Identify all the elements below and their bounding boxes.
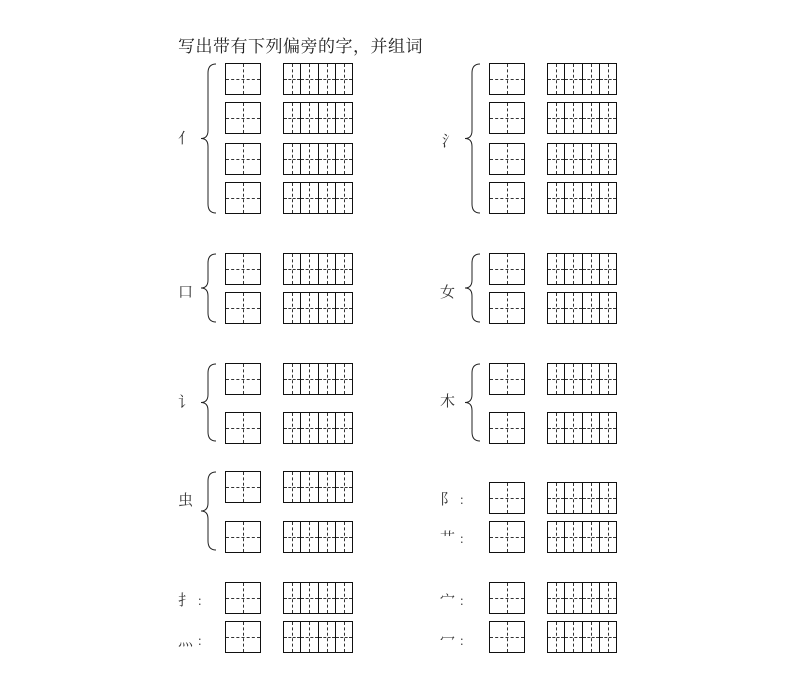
tianzige-cell[interactable]: [582, 364, 599, 394]
word-boxes[interactable]: [547, 182, 617, 214]
radical-label: [440, 285, 455, 300]
tianzige-cell[interactable]: [226, 472, 260, 502]
tianzige-cell[interactable]: [284, 583, 300, 613]
tianzige-cell[interactable]: [490, 293, 524, 323]
tianzige-cell[interactable]: [318, 183, 335, 213]
radical-char: 扌: [178, 591, 194, 609]
tianzige-cell[interactable]: [300, 293, 317, 323]
character-box[interactable]: [225, 182, 261, 214]
word-boxes[interactable]: [547, 63, 617, 95]
tianzige-cell[interactable]: [548, 64, 564, 94]
tianzige-cell[interactable]: [599, 622, 616, 652]
tianzige-cell[interactable]: [335, 413, 352, 443]
tianzige-cell[interactable]: [564, 622, 581, 652]
tianzige-cell[interactable]: [564, 183, 581, 213]
tianzige-cell[interactable]: [564, 254, 581, 284]
radical-label: [440, 492, 471, 507]
tianzige-cell[interactable]: [548, 103, 564, 133]
tianzige-cell[interactable]: [599, 293, 616, 323]
tianzige-cell[interactable]: [318, 293, 335, 323]
word-boxes[interactable]: [283, 253, 353, 285]
curly-brace-icon: [200, 363, 218, 442]
word-boxes[interactable]: [283, 292, 353, 324]
tianzige-cell[interactable]: [599, 364, 616, 394]
character-box[interactable]: [225, 621, 261, 653]
curly-brace-icon: [200, 253, 218, 323]
tianzige-cell[interactable]: [226, 183, 260, 213]
tianzige-cell[interactable]: [284, 364, 300, 394]
radical-char: 阝: [440, 490, 456, 508]
word-boxes[interactable]: [283, 363, 353, 395]
word-boxes[interactable]: [547, 253, 617, 285]
radical-char: 木: [440, 392, 456, 410]
word-boxes[interactable]: [547, 292, 617, 324]
tianzige-cell[interactable]: [599, 254, 616, 284]
tianzige-cell[interactable]: [564, 64, 581, 94]
radical-colon: ：: [459, 493, 472, 507]
tianzige-cell[interactable]: [490, 64, 524, 94]
tianzige-cell[interactable]: [318, 583, 335, 613]
tianzige-cell[interactable]: [582, 622, 599, 652]
tianzige-cell[interactable]: [582, 522, 599, 552]
curly-brace-icon: [200, 63, 218, 214]
tianzige-cell[interactable]: [300, 622, 317, 652]
radical-char: 女: [440, 283, 456, 301]
radical-label: [178, 493, 193, 508]
tianzige-cell[interactable]: [582, 254, 599, 284]
tianzige-cell[interactable]: [335, 622, 352, 652]
tianzige-cell[interactable]: [300, 472, 317, 502]
tianzige-cell[interactable]: [490, 183, 524, 213]
tianzige-cell[interactable]: [284, 622, 300, 652]
character-box[interactable]: [489, 482, 525, 514]
tianzige-cell[interactable]: [490, 483, 524, 513]
tianzige-cell[interactable]: [548, 413, 564, 443]
tianzige-cell[interactable]: [284, 472, 300, 502]
word-boxes[interactable]: [547, 143, 617, 175]
tianzige-cell[interactable]: [284, 293, 300, 323]
tianzige-cell[interactable]: [226, 144, 260, 174]
tianzige-cell[interactable]: [335, 183, 352, 213]
tianzige-cell[interactable]: [300, 183, 317, 213]
tianzige-cell[interactable]: [599, 144, 616, 174]
tianzige-cell[interactable]: [284, 144, 300, 174]
word-boxes[interactable]: [283, 621, 353, 653]
tianzige-cell[interactable]: [335, 364, 352, 394]
tianzige-cell[interactable]: [599, 483, 616, 513]
tianzige-cell[interactable]: [226, 103, 260, 133]
tianzige-cell[interactable]: [226, 64, 260, 94]
tianzige-cell[interactable]: [564, 103, 581, 133]
radical-colon: ：: [197, 594, 210, 608]
tianzige-cell[interactable]: [490, 364, 524, 394]
character-box[interactable]: [225, 521, 261, 553]
tianzige-cell[interactable]: [335, 254, 352, 284]
word-boxes[interactable]: [283, 521, 353, 553]
tianzige-cell[interactable]: [300, 522, 317, 552]
tianzige-cell[interactable]: [548, 254, 564, 284]
tianzige-cell[interactable]: [300, 413, 317, 443]
tianzige-cell[interactable]: [226, 413, 260, 443]
character-box[interactable]: [489, 63, 525, 95]
word-boxes[interactable]: [283, 143, 353, 175]
tianzige-cell[interactable]: [548, 293, 564, 323]
character-box[interactable]: [489, 412, 525, 444]
tianzige-cell[interactable]: [582, 64, 599, 94]
tianzige-cell[interactable]: [300, 254, 317, 284]
radical-char: 艹: [440, 529, 456, 547]
tianzige-cell[interactable]: [335, 583, 352, 613]
curly-brace-icon: [464, 363, 482, 442]
tianzige-cell[interactable]: [548, 364, 564, 394]
tianzige-cell[interactable]: [300, 144, 317, 174]
tianzige-cell[interactable]: [284, 183, 300, 213]
tianzige-cell[interactable]: [564, 583, 581, 613]
tianzige-cell[interactable]: [490, 254, 524, 284]
word-boxes[interactable]: [547, 582, 617, 614]
radical-label: [178, 593, 209, 608]
tianzige-cell[interactable]: [490, 522, 524, 552]
radical-char: 冖: [440, 631, 456, 649]
tianzige-cell[interactable]: [335, 64, 352, 94]
character-box[interactable]: [225, 143, 261, 175]
tianzige-cell[interactable]: [284, 64, 300, 94]
curly-brace-icon: [464, 63, 482, 214]
character-box[interactable]: [225, 363, 261, 395]
tianzige-cell[interactable]: [318, 522, 335, 552]
tianzige-cell[interactable]: [564, 413, 581, 443]
word-boxes[interactable]: [283, 182, 353, 214]
word-boxes[interactable]: [547, 102, 617, 134]
tianzige-cell[interactable]: [318, 622, 335, 652]
character-box[interactable]: [225, 582, 261, 614]
tianzige-cell[interactable]: [318, 254, 335, 284]
tianzige-cell[interactable]: [548, 583, 564, 613]
word-boxes[interactable]: [283, 63, 353, 95]
character-box[interactable]: [489, 292, 525, 324]
tianzige-cell[interactable]: [599, 183, 616, 213]
radical-char: 氵: [442, 132, 458, 150]
word-boxes[interactable]: [283, 102, 353, 134]
tianzige-cell[interactable]: [582, 103, 599, 133]
tianzige-cell[interactable]: [564, 483, 581, 513]
tianzige-cell[interactable]: [564, 293, 581, 323]
tianzige-cell[interactable]: [548, 522, 564, 552]
tianzige-cell[interactable]: [335, 103, 352, 133]
character-box[interactable]: [225, 471, 261, 503]
tianzige-cell[interactable]: [599, 413, 616, 443]
word-boxes[interactable]: [283, 582, 353, 614]
character-box[interactable]: [225, 63, 261, 95]
tianzige-cell[interactable]: [300, 583, 317, 613]
tianzige-cell[interactable]: [490, 622, 524, 652]
tianzige-cell[interactable]: [564, 522, 581, 552]
radical-char: 虫: [178, 491, 194, 509]
radical-char: 讠: [178, 393, 194, 411]
character-box[interactable]: [489, 521, 525, 553]
radical-label: [178, 395, 193, 410]
radical-char: 宀: [440, 591, 456, 609]
character-box[interactable]: [225, 253, 261, 285]
tianzige-cell[interactable]: [318, 144, 335, 174]
character-box[interactable]: [489, 102, 525, 134]
tianzige-cell[interactable]: [318, 64, 335, 94]
character-box[interactable]: [225, 292, 261, 324]
character-box[interactable]: [489, 182, 525, 214]
radical-colon: ：: [459, 594, 472, 608]
radical-char: 口: [178, 283, 194, 301]
word-boxes[interactable]: [283, 471, 353, 503]
tianzige-cell[interactable]: [582, 583, 599, 613]
tianzige-cell[interactable]: [548, 622, 564, 652]
character-box[interactable]: [489, 363, 525, 395]
radical-label: [440, 531, 471, 546]
curly-brace-icon: [200, 471, 218, 551]
word-boxes[interactable]: [547, 412, 617, 444]
worksheet-title: 写出带有下列偏旁的字，并组词: [178, 37, 423, 57]
tianzige-cell[interactable]: [582, 293, 599, 323]
tianzige-cell[interactable]: [582, 183, 599, 213]
tianzige-cell[interactable]: [335, 522, 352, 552]
tianzige-cell[interactable]: [318, 103, 335, 133]
tianzige-cell[interactable]: [226, 622, 260, 652]
tianzige-cell[interactable]: [582, 483, 599, 513]
character-box[interactable]: [489, 621, 525, 653]
tianzige-cell[interactable]: [226, 254, 260, 284]
tianzige-cell[interactable]: [318, 472, 335, 502]
character-box[interactable]: [489, 253, 525, 285]
word-boxes[interactable]: [547, 521, 617, 553]
tianzige-cell[interactable]: [226, 583, 260, 613]
radical-label: [442, 134, 457, 149]
curly-brace-icon: [464, 253, 482, 323]
character-box[interactable]: [489, 582, 525, 614]
tianzige-cell[interactable]: [284, 413, 300, 443]
radical-label: [178, 285, 193, 300]
tianzige-cell[interactable]: [490, 144, 524, 174]
tianzige-cell[interactable]: [284, 103, 300, 133]
tianzige-cell[interactable]: [582, 413, 599, 443]
tianzige-cell[interactable]: [335, 144, 352, 174]
tianzige-cell[interactable]: [548, 483, 564, 513]
radical-char: 灬: [178, 631, 194, 649]
radical-colon: ：: [459, 634, 472, 648]
character-box[interactable]: [489, 143, 525, 175]
tianzige-cell[interactable]: [548, 144, 564, 174]
radical-label: [178, 633, 209, 648]
tianzige-cell[interactable]: [548, 183, 564, 213]
tianzige-cell[interactable]: [318, 364, 335, 394]
radical-colon: ：: [459, 532, 472, 546]
tianzige-cell[interactable]: [582, 144, 599, 174]
radical-label: [178, 131, 193, 146]
radical-label: [440, 593, 471, 608]
tianzige-cell[interactable]: [300, 103, 317, 133]
tianzige-cell[interactable]: [490, 583, 524, 613]
tianzige-cell[interactable]: [226, 522, 260, 552]
character-box[interactable]: [225, 412, 261, 444]
tianzige-cell[interactable]: [599, 103, 616, 133]
tianzige-cell[interactable]: [490, 103, 524, 133]
tianzige-cell[interactable]: [226, 293, 260, 323]
tianzige-cell[interactable]: [599, 522, 616, 552]
tianzige-cell[interactable]: [490, 413, 524, 443]
tianzige-cell[interactable]: [599, 583, 616, 613]
radical-label: [440, 633, 471, 648]
tianzige-cell[interactable]: [335, 472, 352, 502]
tianzige-cell[interactable]: [226, 364, 260, 394]
tianzige-cell[interactable]: [564, 144, 581, 174]
radical-label: [440, 394, 455, 409]
tianzige-cell[interactable]: [599, 64, 616, 94]
word-boxes[interactable]: [547, 482, 617, 514]
word-boxes[interactable]: [283, 412, 353, 444]
tianzige-cell[interactable]: [300, 364, 317, 394]
word-boxes[interactable]: [547, 621, 617, 653]
radical-colon: ：: [197, 634, 210, 648]
tianzige-cell[interactable]: [318, 413, 335, 443]
radical-char: 亻: [178, 129, 194, 147]
tianzige-cell[interactable]: [564, 364, 581, 394]
tianzige-cell[interactable]: [300, 64, 317, 94]
word-boxes[interactable]: [547, 363, 617, 395]
tianzige-cell[interactable]: [335, 293, 352, 323]
character-box[interactable]: [225, 102, 261, 134]
tianzige-cell[interactable]: [284, 254, 300, 284]
tianzige-cell[interactable]: [284, 522, 300, 552]
